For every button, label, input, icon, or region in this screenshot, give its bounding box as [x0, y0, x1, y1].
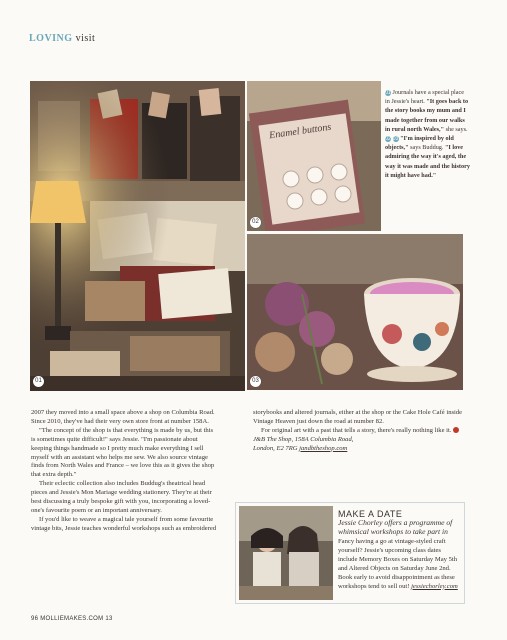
article-column-2: [253, 409, 463, 454]
caption-badge-01: 01: [385, 89, 391, 96]
photo-caption: [385, 88, 470, 180]
photo-shop-interior: [30, 81, 245, 391]
shop-address-postcode: London, E2 7RG: [253, 444, 300, 452]
col1-paragraph-1: 2007 they moved into a small space above a shop on Columbia Road. Since 2010, they've had their very own store front at number 158A.: [31, 409, 215, 425]
section-sublabel: visit: [75, 33, 96, 44]
make-a-date-body: [338, 538, 460, 591]
shop-address-line-2: [253, 445, 463, 454]
enamel-buttons-sign: Enamel buttons: [268, 121, 332, 142]
workshop-photo: [239, 506, 333, 600]
caption-quote-3: "I love admiring the way it's aged, the way it was made and the history it might have had.": [385, 144, 470, 179]
caption-intro: Journals have a special place in Jessie's heart.: [385, 89, 465, 106]
make-a-date-body-text: Fancy having a go at vintage-styled craft yourself? Jessie's upcoming class dates include Memory Boxes on Saturday May 5th and Altered Objects on Saturday June 2nd. Book early to avoid disappointment as these workshops tend to sell out!: [338, 538, 458, 590]
page-footer: 96 MOLLIEMAKES.COM 13: [31, 616, 113, 622]
make-a-date-title: MAKE A DATE: [338, 509, 403, 519]
section-header: [29, 33, 95, 44]
caption-quote-1: "It goes back to the story books my mum and I made together from our walks in rural north Wales,": [385, 98, 469, 133]
photo-enamel-buttons: [247, 81, 381, 231]
make-a-date-subtitle: Jessie Chorley offers a programme of whimsical workshops to take part in: [338, 518, 453, 536]
end-mark-icon: [453, 427, 459, 433]
col2-paragraph-1: storybooks and altered journals, either at the shop or the Cake Hole Café inside Vintage Heaven just down the road at number 82.: [253, 409, 463, 425]
photo-number-01: 01: [33, 376, 44, 387]
photo-number-02: 02: [250, 217, 261, 228]
col1-paragraph-2: "The concept of the shop is that everything is made by us, but this is sometimes quite difficult!" says Jessie. "I'm passionate about keeping things handmade so I pretty much make everything I sell myself with an assistant who helps me sew. We also source vintage finds from North Wales and France – we love this as it gives the shop that extra depth.": [31, 426, 215, 479]
shop-address-line-1: J&B The Shop, 158A Columbia Road,: [253, 435, 354, 443]
col2-paragraph-2-text: For original art with a past that tells a story, there's really nothing like it.: [261, 426, 452, 434]
col2-paragraph-2: [253, 427, 463, 436]
shop-website-link[interactable]: jandbtheshop.com: [299, 444, 348, 452]
jessie-website-link[interactable]: jessiechorley.com: [411, 582, 458, 590]
caption-quote-2: "I'm inspired by old objects,": [385, 135, 454, 152]
caption-badge-03: 03: [392, 135, 399, 142]
photo-teacup-candle: [247, 234, 463, 390]
caption-mid: she says.: [444, 125, 468, 133]
caption-says: says Buddug.: [408, 144, 445, 152]
article-column-1: [31, 409, 219, 534]
col1-paragraph-4: If you'd like to weave a magical tale yourself from some favourite vintage bits, Jessie teaches wonderful workshops such as embroidered: [31, 515, 217, 532]
col1-paragraph-3: Their eclectic collection also includes Buddug's theatrical head pieces and Jessie's Mon Mariage wedding stationery. They're at their best discussing a truly bespoke gift with you, incorporating a loved-one's favourite poem or an important anniversary.: [31, 480, 212, 514]
make-a-date-box: [235, 502, 465, 604]
photo-number-03: 03: [250, 376, 261, 387]
section-label: LOVING: [29, 33, 73, 44]
caption-badge-02: 02: [385, 135, 391, 142]
